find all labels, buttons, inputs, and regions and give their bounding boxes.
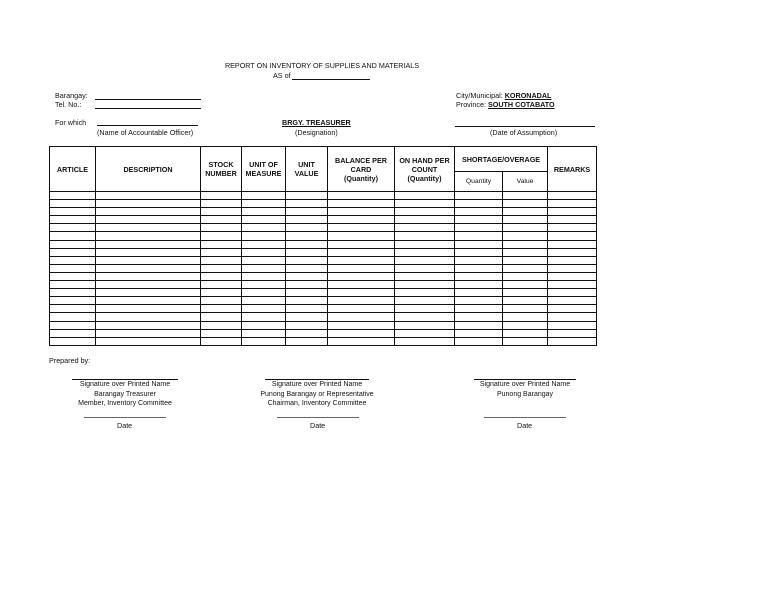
table-cell[interactable] [96, 289, 201, 297]
table-cell[interactable] [50, 264, 96, 272]
table-cell[interactable] [395, 289, 455, 297]
table-cell[interactable] [242, 232, 286, 240]
table-cell[interactable] [286, 232, 328, 240]
table-row [50, 305, 597, 313]
table-cell[interactable] [201, 313, 242, 321]
city-label: City/Municipal: [456, 91, 503, 100]
signatory-3-line2: Punong Barangay [496, 390, 554, 398]
table-cell[interactable] [548, 208, 597, 216]
as-of-label: AS of [273, 71, 291, 80]
table-cell[interactable] [548, 337, 597, 345]
table-cell[interactable] [503, 248, 548, 256]
table-cell[interactable] [328, 313, 395, 321]
table-cell[interactable] [395, 281, 455, 289]
table-cell[interactable] [201, 232, 242, 240]
table-cell[interactable] [548, 289, 597, 297]
signatory-3-date-line[interactable] [484, 417, 566, 418]
province-row [456, 100, 555, 109]
table-cell[interactable] [50, 321, 96, 329]
table-cell[interactable] [96, 192, 201, 200]
table-cell[interactable] [395, 337, 455, 345]
table-cell[interactable] [548, 200, 597, 208]
table-cell[interactable] [242, 281, 286, 289]
col-balance-per-card [328, 147, 395, 192]
table-cell[interactable] [455, 297, 503, 305]
table-cell[interactable] [395, 200, 455, 208]
table-cell[interactable] [201, 256, 242, 264]
province-value: SOUTH COTABATO [487, 100, 555, 109]
table-row [50, 192, 597, 200]
signatory-3 [474, 379, 576, 399]
table-cell[interactable] [548, 240, 597, 248]
table-cell[interactable] [395, 264, 455, 272]
col-unit-measure-line1: UNIT OF [249, 160, 278, 169]
table-cell[interactable] [548, 232, 597, 240]
signatory-1-line3: Member, Inventory Committee [78, 400, 172, 407]
table-cell[interactable] [286, 313, 328, 321]
table-cell[interactable] [395, 224, 455, 232]
signatory-3-line1: Signature over Printed Name [474, 379, 576, 390]
table-cell[interactable] [286, 224, 328, 232]
table-cell[interactable] [328, 321, 395, 329]
table-cell[interactable] [328, 240, 395, 248]
table-cell[interactable] [328, 337, 395, 345]
table-cell[interactable] [286, 240, 328, 248]
tel-label: Tel. No.: [55, 100, 82, 109]
table-cell[interactable] [201, 216, 242, 224]
table-cell[interactable] [50, 305, 96, 313]
table-cell[interactable] [201, 208, 242, 216]
table-cell[interactable] [286, 256, 328, 264]
table-cell[interactable] [201, 289, 242, 297]
table-cell[interactable] [503, 264, 548, 272]
table-cell[interactable] [201, 281, 242, 289]
officer-field[interactable] [97, 125, 198, 126]
table-cell[interactable] [455, 281, 503, 289]
table-cell[interactable] [455, 337, 503, 345]
table-cell[interactable] [328, 208, 395, 216]
table-cell[interactable] [242, 305, 286, 313]
table-cell[interactable] [96, 224, 201, 232]
barangay-label: Barangay: [55, 91, 88, 100]
table-cell[interactable] [201, 337, 242, 345]
province-label: Province: [456, 100, 486, 109]
table-cell[interactable] [395, 321, 455, 329]
table-cell[interactable] [201, 297, 242, 305]
table-cell[interactable] [286, 321, 328, 329]
table-cell[interactable] [548, 329, 597, 337]
signatory-2 [255, 379, 379, 409]
signatory-2-date-line[interactable] [277, 417, 359, 418]
table-cell[interactable] [286, 248, 328, 256]
table-cell[interactable] [548, 321, 597, 329]
table-cell[interactable] [328, 329, 395, 337]
table-cell[interactable] [455, 200, 503, 208]
table-cell[interactable] [50, 281, 96, 289]
table-cell[interactable] [201, 321, 242, 329]
table-cell[interactable] [395, 232, 455, 240]
table-cell[interactable] [286, 281, 328, 289]
table-cell[interactable] [395, 305, 455, 313]
table-cell[interactable] [455, 329, 503, 337]
table-cell[interactable] [50, 297, 96, 305]
table-cell[interactable] [395, 216, 455, 224]
report-title: REPORT ON INVENTORY OF SUPPLIES AND MATERIALS [224, 61, 420, 70]
table-row [50, 313, 597, 321]
table-cell[interactable] [96, 216, 201, 224]
table-cell[interactable] [242, 216, 286, 224]
table-cell[interactable] [286, 216, 328, 224]
inventory-table [49, 146, 597, 346]
table-row [50, 216, 597, 224]
table-row [50, 232, 597, 240]
table-cell[interactable] [242, 208, 286, 216]
table-row [50, 329, 597, 337]
table-cell[interactable] [548, 248, 597, 256]
table-cell[interactable] [201, 264, 242, 272]
table-cell[interactable] [96, 232, 201, 240]
table-cell[interactable] [96, 313, 201, 321]
table-cell[interactable] [286, 305, 328, 313]
table-row [50, 208, 597, 216]
table-cell[interactable] [201, 272, 242, 280]
table-cell[interactable] [50, 232, 96, 240]
table-cell[interactable] [50, 216, 96, 224]
table-cell[interactable] [286, 272, 328, 280]
table-cell[interactable] [96, 321, 201, 329]
table-cell[interactable] [503, 216, 548, 224]
table-cell[interactable] [548, 216, 597, 224]
table-cell[interactable] [201, 200, 242, 208]
col-unit-value [286, 147, 328, 192]
table-cell[interactable] [328, 224, 395, 232]
table-cell[interactable] [395, 192, 455, 200]
table-cell[interactable] [328, 289, 395, 297]
table-cell[interactable] [242, 248, 286, 256]
designation-value: BRGY. TREASURER [282, 118, 351, 127]
table-cell[interactable] [548, 192, 597, 200]
table-cell[interactable] [503, 297, 548, 305]
table-cell[interactable] [328, 264, 395, 272]
table-row [50, 272, 597, 280]
table-row [50, 321, 597, 329]
signatory-2-line3: Chairman, Inventory Committee [267, 400, 367, 407]
barangay-field[interactable] [95, 99, 201, 100]
table-cell[interactable] [328, 272, 395, 280]
table-cell[interactable] [328, 297, 395, 305]
table-cell[interactable] [503, 200, 548, 208]
table-cell[interactable] [548, 264, 597, 272]
table-cell[interactable] [503, 256, 548, 264]
col-remarks: REMARKS [548, 147, 597, 192]
table-cell[interactable] [286, 200, 328, 208]
table-cell[interactable] [242, 200, 286, 208]
table-row [50, 289, 597, 297]
table-cell[interactable] [50, 224, 96, 232]
table-cell[interactable] [395, 272, 455, 280]
table-cell[interactable] [96, 281, 201, 289]
table-cell[interactable] [242, 329, 286, 337]
table-cell[interactable] [50, 289, 96, 297]
table-cell[interactable] [455, 240, 503, 248]
signatory-2-line1: Signature over Printed Name [265, 379, 369, 390]
table-cell[interactable] [548, 297, 597, 305]
table-cell[interactable] [96, 248, 201, 256]
col-balance-line1: BALANCE PER [335, 155, 387, 165]
table-cell[interactable] [328, 256, 395, 264]
col-unit-measure [242, 147, 286, 192]
table-cell[interactable] [503, 313, 548, 321]
table-row [50, 264, 597, 272]
table-cell[interactable] [242, 240, 286, 248]
table-cell[interactable] [242, 264, 286, 272]
signatory-2-date: Date [310, 421, 326, 430]
col-unit-value-line1: UNIT [298, 160, 315, 169]
table-cell[interactable] [455, 313, 503, 321]
table-cell[interactable] [455, 192, 503, 200]
table-cell[interactable] [286, 297, 328, 305]
col-shortage-overage: SHORTAGE/OVERAGE [455, 147, 548, 172]
col-shortage-value: Value [503, 172, 548, 192]
table-cell[interactable] [286, 192, 328, 200]
table-cell[interactable] [455, 305, 503, 313]
table-cell[interactable] [50, 313, 96, 321]
for-which-label: For which [55, 118, 87, 127]
col-onhand-line1: ON HAND PER [399, 155, 450, 165]
signatory-1-date: Date [117, 421, 133, 430]
table-cell[interactable] [242, 321, 286, 329]
table-cell[interactable] [548, 256, 597, 264]
table-cell[interactable] [242, 272, 286, 280]
table-cell[interactable] [455, 248, 503, 256]
table-cell[interactable] [548, 313, 597, 321]
table-cell[interactable] [503, 289, 548, 297]
col-onhand-line3: (Quantity) [407, 173, 442, 183]
table-cell[interactable] [328, 192, 395, 200]
table-row [50, 297, 597, 305]
table-cell[interactable] [286, 289, 328, 297]
signatory-1-line2: Barangay Treasurer [94, 390, 156, 398]
assumption-caption: (Date of Assumption) [490, 128, 558, 137]
table-cell[interactable] [201, 329, 242, 337]
prepared-by-label: Prepared by: [49, 356, 91, 365]
table-cell[interactable] [50, 248, 96, 256]
table-cell[interactable] [50, 200, 96, 208]
table-cell[interactable] [96, 337, 201, 345]
table-cell[interactable] [503, 337, 548, 345]
table-cell[interactable] [395, 297, 455, 305]
table-cell[interactable] [50, 337, 96, 345]
table-cell[interactable] [455, 256, 503, 264]
city-row [456, 91, 551, 100]
table-cell[interactable] [328, 216, 395, 224]
table-cell[interactable] [286, 264, 328, 272]
table-cell[interactable] [328, 248, 395, 256]
table-cell[interactable] [455, 216, 503, 224]
table-cell[interactable] [286, 329, 328, 337]
table-cell[interactable] [395, 329, 455, 337]
table-cell[interactable] [50, 192, 96, 200]
table-cell[interactable] [50, 240, 96, 248]
col-stock-number-line1: STOCK [208, 160, 234, 169]
signatory-2-line2: Punong Barangay or Representative [260, 390, 374, 398]
table-cell[interactable] [503, 321, 548, 329]
table-cell[interactable] [242, 337, 286, 345]
table-cell[interactable] [96, 200, 201, 208]
inventory-body [50, 192, 597, 346]
table-cell[interactable] [395, 313, 455, 321]
table-cell[interactable] [201, 248, 242, 256]
table-cell[interactable] [548, 281, 597, 289]
col-stock-number [201, 147, 242, 192]
table-cell[interactable] [201, 305, 242, 313]
table-cell[interactable] [242, 224, 286, 232]
table-cell[interactable] [503, 208, 548, 216]
table-cell[interactable] [395, 248, 455, 256]
table-cell[interactable] [50, 256, 96, 264]
table-cell[interactable] [548, 305, 597, 313]
table-cell[interactable] [328, 281, 395, 289]
table-cell[interactable] [242, 192, 286, 200]
designation-caption: (Designation) [295, 128, 338, 137]
city-value: KORONADAL [504, 91, 552, 100]
col-article: ARTICLE [50, 147, 96, 192]
table-row [50, 256, 597, 264]
col-on-hand-count [395, 147, 455, 192]
col-shortage-quantity: Quantity [455, 172, 503, 192]
table-cell[interactable] [503, 224, 548, 232]
table-cell[interactable] [242, 256, 286, 264]
table-row [50, 248, 597, 256]
table-cell[interactable] [96, 240, 201, 248]
table-cell[interactable] [455, 232, 503, 240]
table-cell[interactable] [503, 305, 548, 313]
table-cell[interactable] [201, 224, 242, 232]
table-cell[interactable] [96, 305, 201, 313]
col-unit-value-line2: VALUE [294, 169, 319, 178]
as-of-date-line[interactable] [292, 79, 370, 80]
table-row [50, 224, 597, 232]
table-cell[interactable] [50, 272, 96, 280]
table-cell[interactable] [96, 329, 201, 337]
col-stock-number-line2: NUMBER [205, 169, 237, 178]
table-cell[interactable] [455, 321, 503, 329]
table-cell[interactable] [201, 192, 242, 200]
table-cell[interactable] [455, 272, 503, 280]
table-cell[interactable] [503, 281, 548, 289]
table-cell[interactable] [455, 264, 503, 272]
table-cell[interactable] [50, 208, 96, 216]
officer-caption: (Name of Accountable Officer) [97, 128, 194, 137]
col-balance-line2: CARD [350, 164, 372, 174]
signatory-3-date: Date [517, 421, 533, 430]
table-cell[interactable] [286, 208, 328, 216]
table-cell[interactable] [96, 256, 201, 264]
table-cell[interactable] [503, 232, 548, 240]
col-description: DESCRIPTION [96, 147, 201, 192]
table-cell[interactable] [395, 208, 455, 216]
col-balance-line3: (Quantity) [344, 173, 378, 183]
tel-field[interactable] [95, 108, 201, 109]
table-cell[interactable] [503, 240, 548, 248]
table-cell[interactable] [503, 272, 548, 280]
table-cell[interactable] [455, 224, 503, 232]
table-cell[interactable] [96, 208, 201, 216]
table-cell[interactable] [328, 305, 395, 313]
col-onhand-line2: COUNT [411, 164, 438, 174]
table-cell[interactable] [242, 289, 286, 297]
table-cell[interactable] [395, 240, 455, 248]
table-cell[interactable] [548, 224, 597, 232]
table-cell[interactable] [242, 313, 286, 321]
assumption-field[interactable] [455, 126, 595, 127]
table-cell[interactable] [395, 256, 455, 264]
table-cell[interactable] [50, 329, 96, 337]
table-cell[interactable] [455, 289, 503, 297]
table-cell[interactable] [548, 272, 597, 280]
table-cell[interactable] [503, 192, 548, 200]
table-cell[interactable] [96, 272, 201, 280]
table-row [50, 240, 597, 248]
table-cell[interactable] [503, 329, 548, 337]
table-cell[interactable] [328, 200, 395, 208]
signatory-1-date-line[interactable] [84, 417, 166, 418]
signatory-1-line1: Signature over Printed Name [72, 379, 178, 390]
table-cell[interactable] [286, 337, 328, 345]
table-cell[interactable] [328, 232, 395, 240]
table-cell[interactable] [96, 297, 201, 305]
table-row [50, 281, 597, 289]
signatory-1 [72, 379, 178, 409]
col-unit-measure-line2: MEASURE [245, 169, 282, 178]
table-cell[interactable] [455, 208, 503, 216]
table-cell[interactable] [96, 264, 201, 272]
table-cell[interactable] [242, 297, 286, 305]
table-row [50, 200, 597, 208]
table-row [50, 337, 597, 345]
table-cell[interactable] [201, 240, 242, 248]
